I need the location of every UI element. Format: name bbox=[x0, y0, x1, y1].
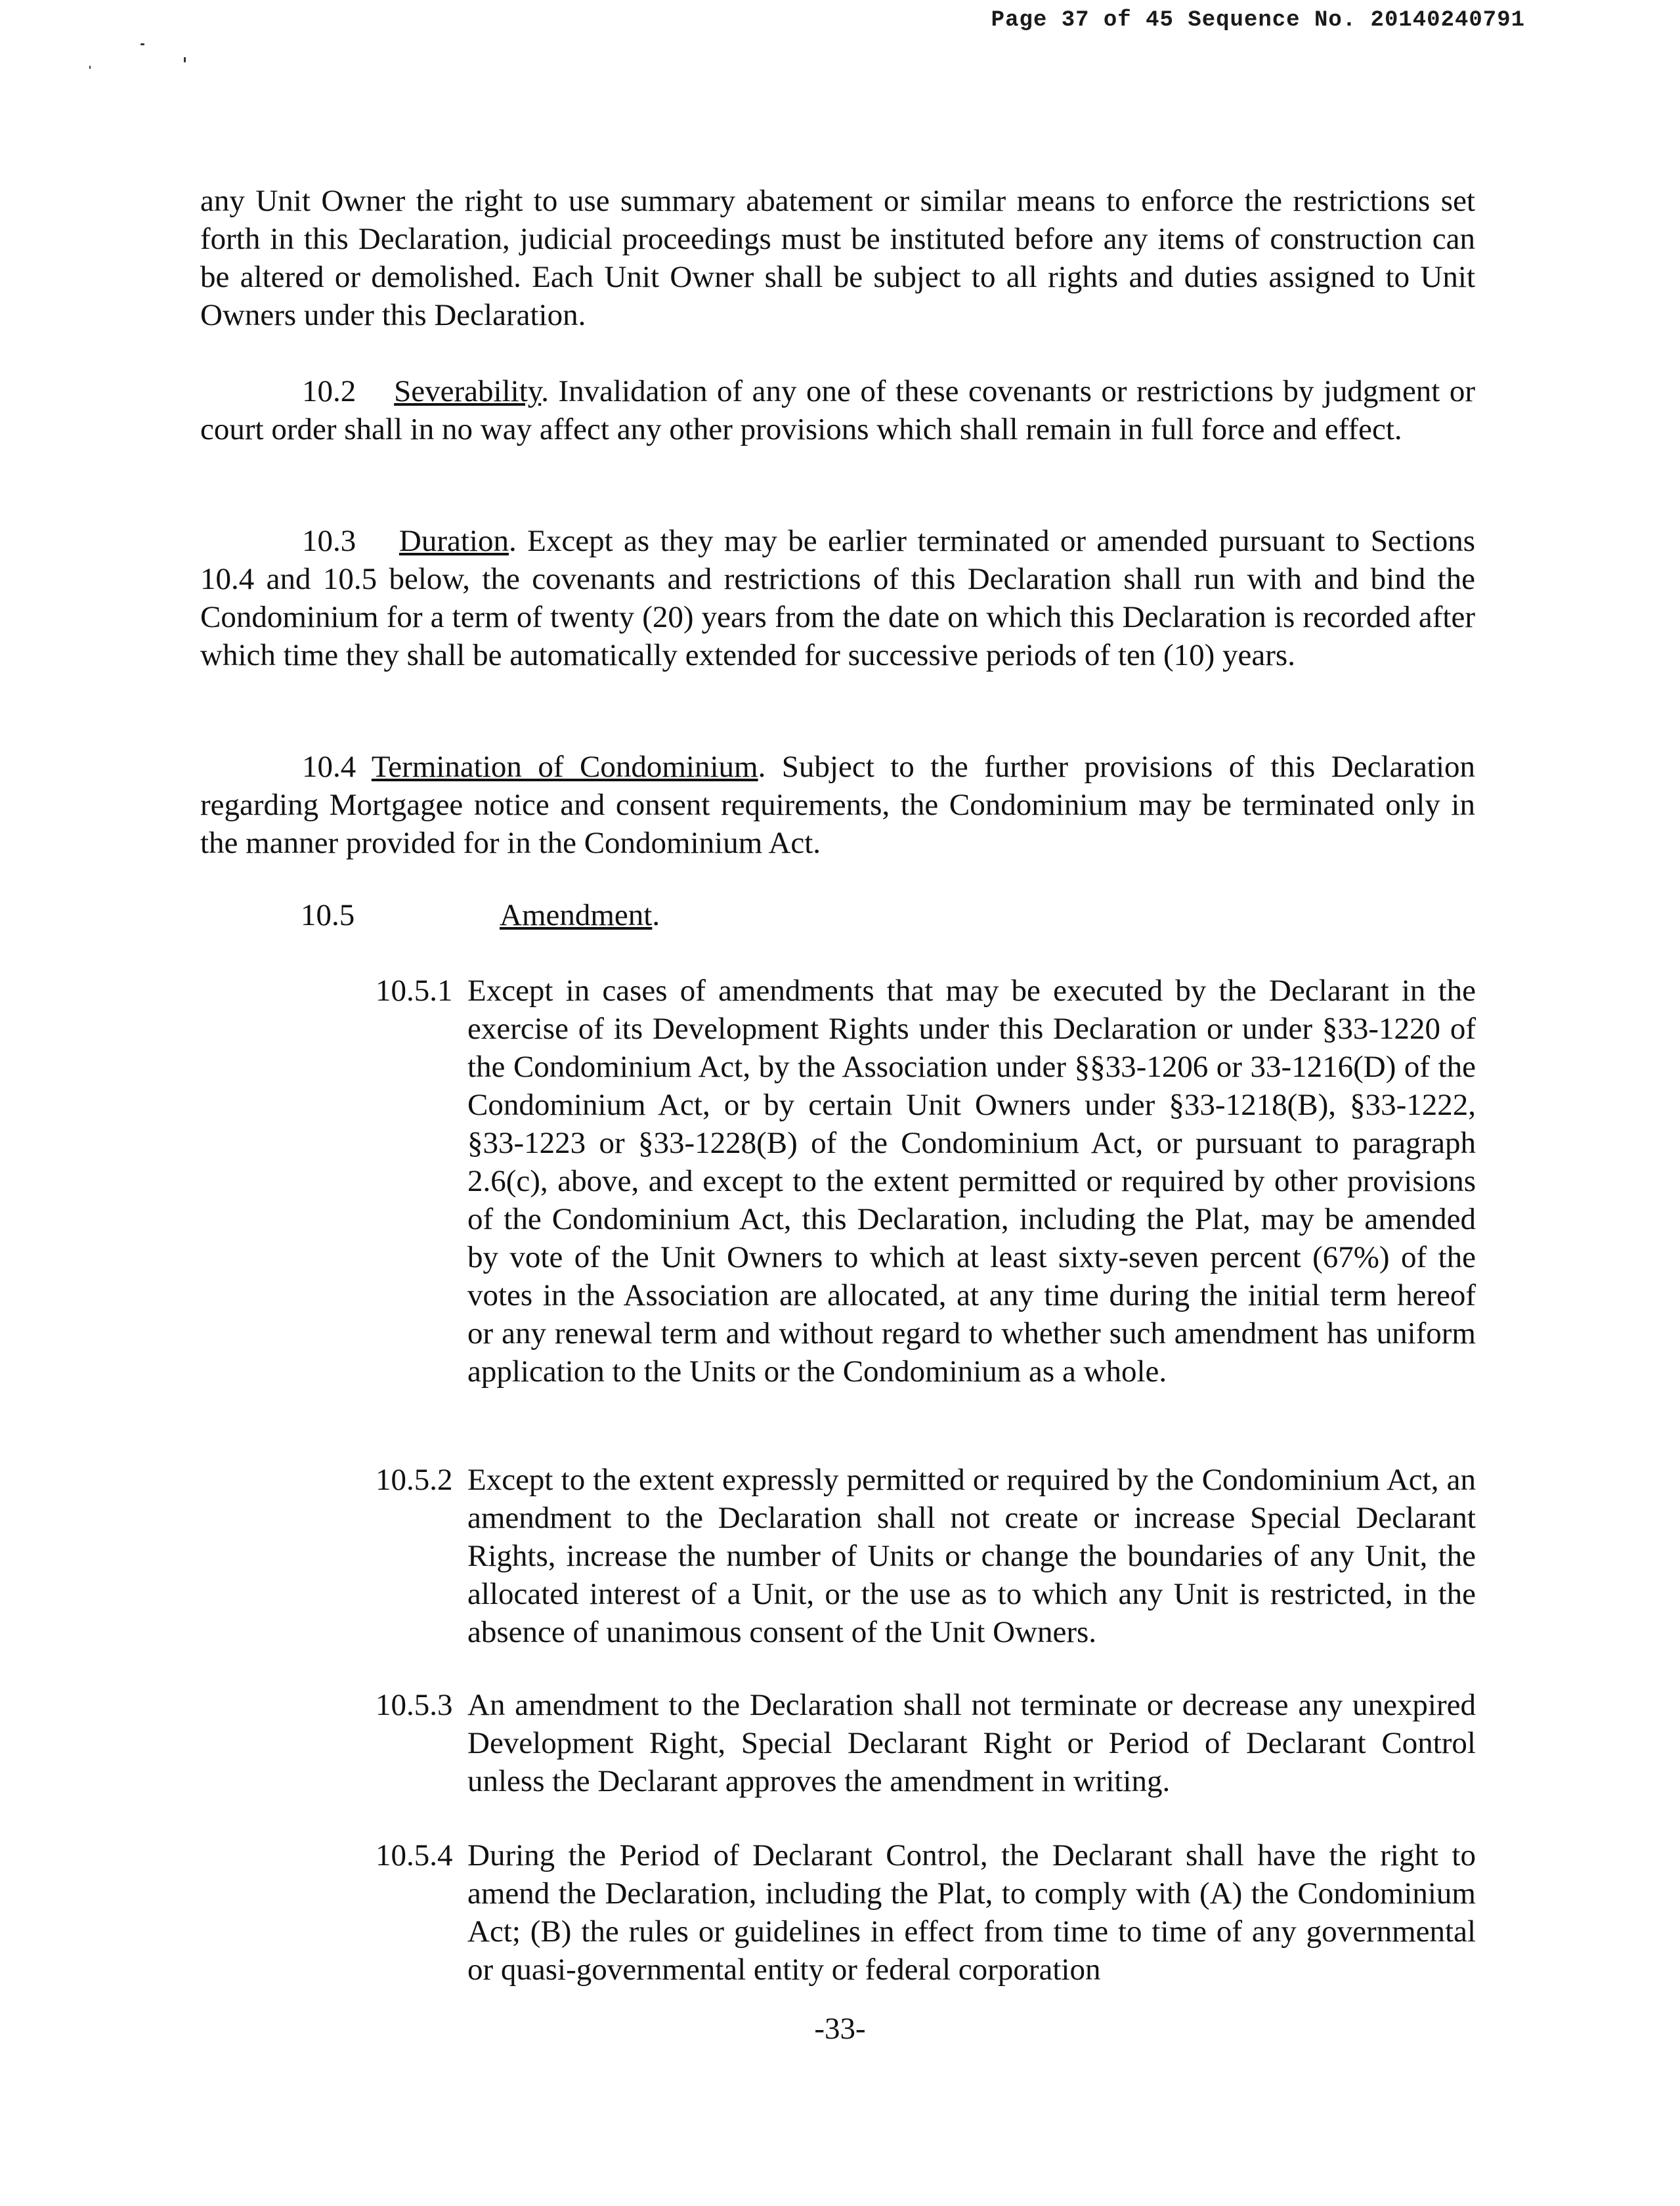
scan-speck bbox=[140, 43, 144, 45]
section-heading-wrap bbox=[500, 896, 660, 934]
section-heading: Duration bbox=[398, 524, 509, 558]
section-text: . Invalidation of any one of these covenants or restrictions by judgment or court order shall in no way affect any other provisions which shall remain in full force and effect. bbox=[200, 374, 1475, 446]
section-text: . Subject to the further provisions of this Declaration regarding Mortgagee notice and consent requirements, the Condominium may be terminated only in the manner provided for in the Condominium Act. bbox=[200, 750, 1476, 860]
section-text: . Except as they may be earlier terminated or amended pursuant to Sections 10.4 and 10.5 below, the covenants and restrictions of this Declaration shall run with and bind the Condominium for a term of twenty (20) years from the date on which this Declaration is recorded after which time they shall be automatically extended for successive periods of ten (10) years. bbox=[200, 524, 1475, 672]
section-number: 10.5 bbox=[301, 898, 355, 932]
page-number-footer: -33- bbox=[814, 2012, 866, 2046]
scan-speck bbox=[89, 66, 91, 69]
section-10-4 bbox=[200, 748, 1475, 862]
subsection-text: Except in cases of amendments that may be executed by the Declarant in the exercise of its Development Rights under this Declaration or under §33-1220 of the Condominium Act, by the Association under §§33-1206 or 33-1216(D) of the Condominium Act, or by certain Unit Owners under §33-1218(B), §33-1222, §33-1223 or §33-1228(B) of the Condominium Act, or pursuant to paragraph 2.6(c), above, and except to the extent permitted or required by other provisions of the Condominium Act, this Declaration, including the Plat, may be amended by vote of the Unit Owners to which at least sixty-seven percent (67%) of the votes in the Association are allocated, at any time during the initial term hereof or any renewal term and without regard to whether such amendment has uniform application to the Units or the Condominium as a whole. bbox=[467, 974, 1476, 1389]
intro-paragraph: any Unit Owner the right to use summary abatement or similar means to enforce the restrictions set forth in this Declaration, judicial proceedings must be instituted before any items of construction can be altered or demolished. Each Unit Owner shall be subject to all rights and duties assigned to Unit Owners under this Declaration. bbox=[200, 184, 1475, 332]
section-heading: Amendment bbox=[500, 898, 653, 932]
scan-speck bbox=[184, 57, 186, 62]
section-10-3 bbox=[200, 522, 1475, 674]
subsection-number: 10.5.4 bbox=[376, 1838, 453, 1872]
subsection-number: 10.5.2 bbox=[376, 1463, 453, 1497]
subsection-text: Except to the extent expressly permitted or required by the Condominium Act, an amendment to the Declaration shall not create or increase Special Declarant Rights, increase the number of Units or change the boundaries of any Unit, the allocated interest of a Unit, or the use as to which any Unit is restricted, in the absence of unanimous consent of the Unit Owners. bbox=[467, 1463, 1476, 1649]
section-heading: Termination of Condominium bbox=[371, 750, 758, 784]
subsection-10-5-1 bbox=[376, 972, 1476, 1391]
section-number: 10.4 bbox=[302, 750, 356, 784]
subsection-number: 10.5.1 bbox=[376, 974, 453, 1008]
section-10-5 bbox=[301, 896, 660, 934]
section-heading: Severability bbox=[394, 374, 542, 408]
subsection-10-5-4 bbox=[376, 1836, 1476, 1989]
section-number: 10.3 bbox=[302, 524, 356, 558]
subsection-10-5-3 bbox=[376, 1686, 1476, 1800]
section-heading-period: . bbox=[652, 898, 660, 932]
subsection-10-5-2 bbox=[376, 1461, 1476, 1651]
section-number: 10.2 bbox=[302, 374, 356, 408]
subsection-number: 10.5.3 bbox=[376, 1688, 453, 1722]
subsection-text: An amendment to the Declaration shall not terminate or decrease any unexpired Development Right, Special Declarant Right or Period of Declarant Control unless the Declarant approves the amendment in writing. bbox=[467, 1688, 1476, 1798]
section-10-2 bbox=[200, 372, 1475, 448]
subsection-text: During the Period of Declarant Control, the Declarant shall have the right to amend the Declaration, including the Plat, to comply with (A) the Condominium Act; (B) the rules or guidelines in effect from time to time of any governmental or quasi-governmental entity or federal corporation bbox=[467, 1838, 1476, 1987]
page-sequence-header: Page 37 of 45 Sequence No. 20140240791 bbox=[991, 8, 1525, 33]
